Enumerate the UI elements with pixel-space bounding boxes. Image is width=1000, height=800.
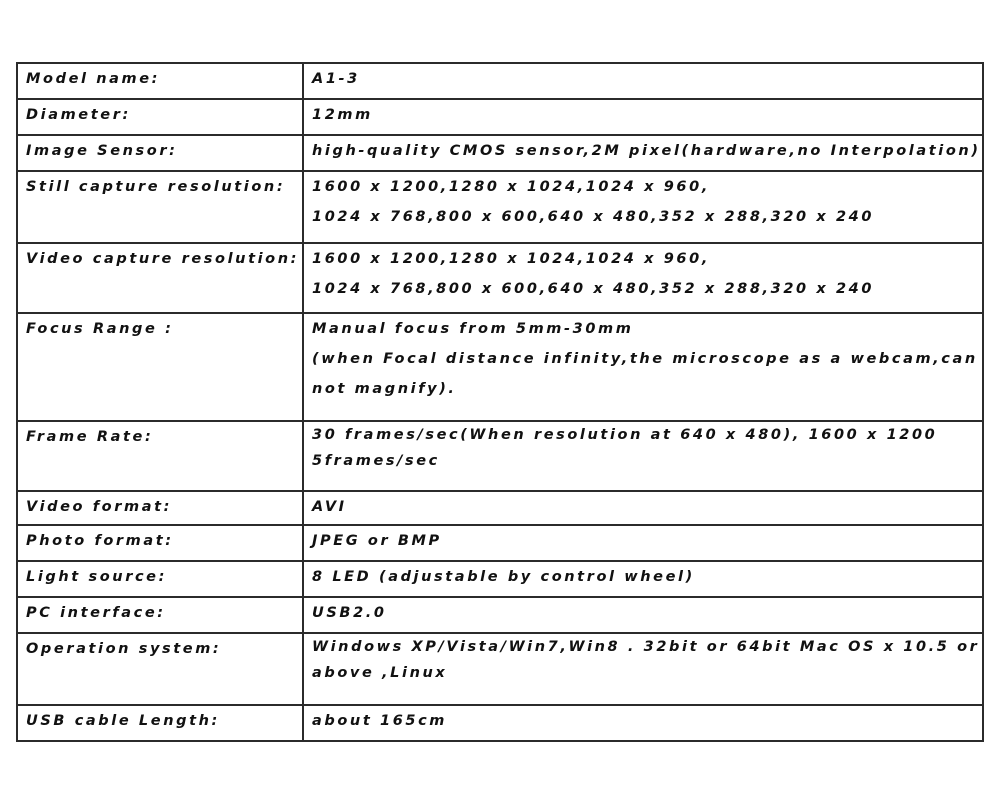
table-row [17, 171, 983, 243]
row-value: AVI [303, 491, 983, 525]
row-label: Video capture resolution: [17, 243, 303, 313]
row-value: 1600 x 1200,1280 x 1024,1024 x 960, 1024 x 768,800 x 600,640 x 480,352 x 288,320 x 240 [303, 243, 983, 313]
row-label: Operation system: [17, 633, 303, 705]
table-row [17, 421, 983, 491]
table-row [17, 705, 983, 741]
row-value: 1600 x 1200,1280 x 1024,1024 x 960, 1024 x 768,800 x 600,640 x 480,352 x 288,320 x 240 [303, 171, 983, 243]
row-value: A1-3 [303, 63, 983, 99]
row-label: Diameter: [17, 99, 303, 135]
row-label: Frame Rate: [17, 421, 303, 491]
row-value: USB2.0 [303, 597, 983, 633]
row-label: Light source: [17, 561, 303, 597]
row-value: 8 LED (adjustable by control wheel) [303, 561, 983, 597]
row-value: 30 frames/sec(When resolution at 640 x 480), 1600 x 1200 5frames/sec [303, 421, 983, 491]
table-row [17, 135, 983, 171]
row-label: Video format: [17, 491, 303, 525]
table-row [17, 561, 983, 597]
row-value: Manual focus from 5mm-30mm (when Focal distance infinity,the microscope as a webcam,can not magnify). [303, 313, 983, 421]
table-row [17, 243, 983, 313]
row-label: Photo format: [17, 525, 303, 561]
spec-table [16, 62, 984, 742]
row-value: about 165cm [303, 705, 983, 741]
table-row [17, 597, 983, 633]
row-label: USB cable Length: [17, 705, 303, 741]
table-row [17, 491, 983, 525]
row-label: Image Sensor: [17, 135, 303, 171]
row-value: JPEG or BMP [303, 525, 983, 561]
table-row [17, 313, 983, 421]
table-row [17, 63, 983, 99]
row-value: Windows XP/Vista/Win7,Win8 . 32bit or 64bit Mac OS x 10.5 or above ,Linux [303, 633, 983, 705]
row-value: high-quality CMOS sensor,2M pixel(hardware,no Interpolation) [303, 135, 983, 171]
table-row [17, 99, 983, 135]
row-label: Still capture resolution: [17, 171, 303, 243]
row-label: Model name: [17, 63, 303, 99]
row-label: Focus Range : [17, 313, 303, 421]
table-row [17, 633, 983, 705]
row-label: PC interface: [17, 597, 303, 633]
table-row [17, 525, 983, 561]
row-value: 12mm [303, 99, 983, 135]
